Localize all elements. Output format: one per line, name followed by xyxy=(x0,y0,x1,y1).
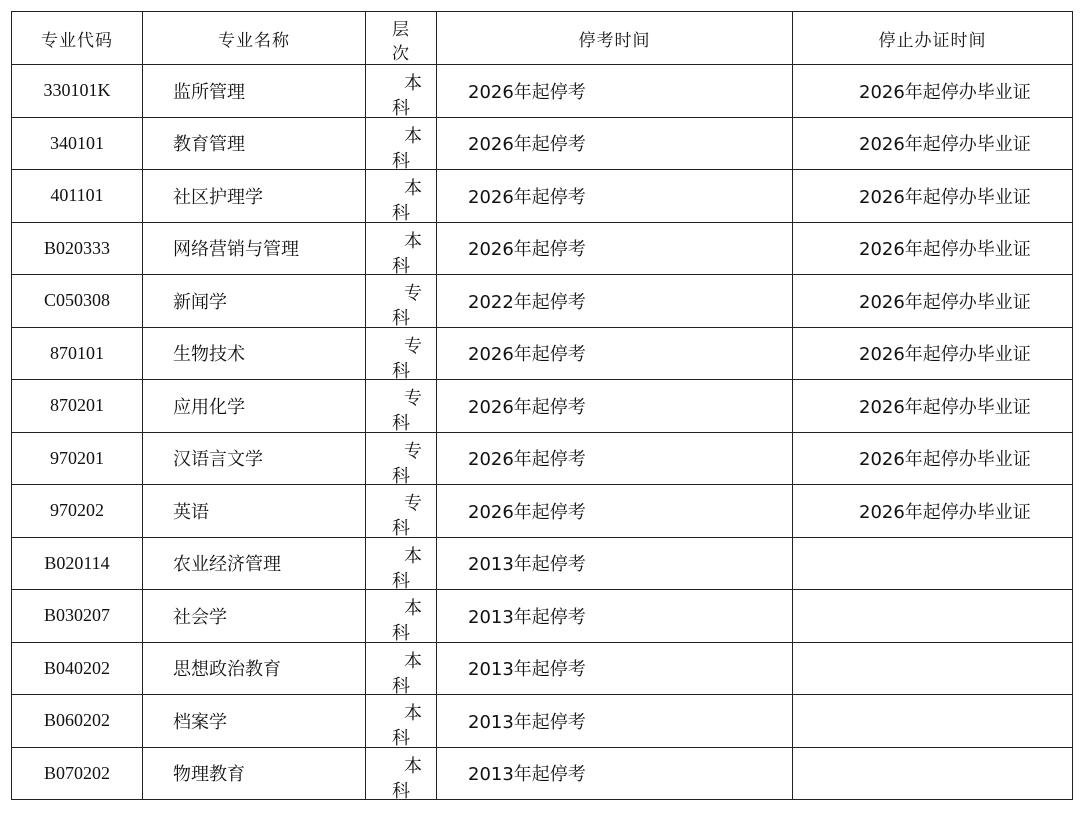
table-row xyxy=(12,642,1073,695)
cell-level xyxy=(366,222,437,275)
cell-name: 应用化学 xyxy=(143,380,366,433)
cell-level-line2: 科 xyxy=(392,308,410,329)
cell-level-line2: 科 xyxy=(392,203,410,224)
cell-level xyxy=(366,485,437,538)
table-row xyxy=(12,747,1073,800)
cell-level-line1: 本 xyxy=(404,178,422,199)
cell-stop-cert: 2026年起停办毕业证 xyxy=(793,65,1073,118)
cell-code: B030207 xyxy=(12,590,143,643)
cell-level-line2: 科 xyxy=(392,675,410,697)
cell-stop-exam: 2013年起停考 xyxy=(437,537,793,590)
cell-code: C050308 xyxy=(12,275,143,328)
cell-level-line2: 科 xyxy=(392,570,410,592)
cell-level-line1: 专 xyxy=(404,493,422,514)
cell-name: 教育管理 xyxy=(143,117,366,170)
cell-stop-exam: 2026年起停考 xyxy=(437,117,793,170)
cell-level xyxy=(366,590,437,643)
table-row xyxy=(12,432,1073,485)
cell-stop-cert xyxy=(793,642,1073,695)
cell-stop-cert: 2026年起停办毕业证 xyxy=(793,432,1073,485)
cell-code: 970202 xyxy=(12,485,143,538)
cell-level-line1: 专 xyxy=(404,335,422,357)
cell-level-line1: 本 xyxy=(404,545,422,567)
cell-code: 401101 xyxy=(12,170,143,223)
cell-stop-exam: 2022年起停考 xyxy=(437,275,793,328)
cell-stop-cert: 2026年起停办毕业证 xyxy=(793,275,1073,328)
cell-code: 330101K xyxy=(12,65,143,118)
cell-code: 970201 xyxy=(12,432,143,485)
cell-level-line1: 本 xyxy=(404,598,422,619)
cell-stop-exam: 2013年起停考 xyxy=(437,695,793,748)
cell-stop-exam: 2013年起停考 xyxy=(437,590,793,643)
cell-code: 870201 xyxy=(12,380,143,433)
cell-level xyxy=(366,327,437,380)
cell-level-line1: 本 xyxy=(404,73,422,94)
table-row xyxy=(12,65,1073,118)
cell-name: 农业经济管理 xyxy=(143,537,366,590)
cell-level-line2: 科 xyxy=(392,518,410,539)
cell-level-line2: 科 xyxy=(392,150,410,172)
table-row xyxy=(12,380,1073,433)
cell-level-line2: 科 xyxy=(392,360,410,382)
cell-level-line2: 科 xyxy=(392,98,410,119)
cell-level-line1: 专 xyxy=(404,440,422,462)
cell-level-line2: 科 xyxy=(392,413,410,434)
table-row xyxy=(12,117,1073,170)
cell-stop-cert: 2026年起停办毕业证 xyxy=(793,485,1073,538)
cell-code: B040202 xyxy=(12,642,143,695)
cell-name: 监所管理 xyxy=(143,65,366,118)
cell-level-line1: 本 xyxy=(404,650,422,672)
cell-stop-exam: 2026年起停考 xyxy=(437,327,793,380)
table-row xyxy=(12,170,1073,223)
table-row xyxy=(12,275,1073,328)
cell-stop-exam: 2013年起停考 xyxy=(437,642,793,695)
cell-code: 870101 xyxy=(12,327,143,380)
cell-stop-exam: 2026年起停考 xyxy=(437,65,793,118)
cell-level xyxy=(366,170,437,223)
cell-name: 新闻学 xyxy=(143,275,366,328)
cell-level xyxy=(366,432,437,485)
header-level xyxy=(366,12,437,65)
table-row xyxy=(12,327,1073,380)
header-stop-exam: 停考时间 xyxy=(437,12,793,65)
cell-level-line1: 本 xyxy=(404,125,422,147)
cell-stop-cert xyxy=(793,537,1073,590)
cell-code: B060202 xyxy=(12,695,143,748)
cell-stop-cert: 2026年起停办毕业证 xyxy=(793,222,1073,275)
cell-level-line2: 科 xyxy=(392,623,410,644)
cell-name: 网络营销与管理 xyxy=(143,222,366,275)
cell-name: 汉语言文学 xyxy=(143,432,366,485)
cell-name: 档案学 xyxy=(143,695,366,748)
cell-level-line2: 科 xyxy=(392,465,410,487)
cell-level-line1: 本 xyxy=(404,755,422,777)
cell-stop-exam: 2026年起停考 xyxy=(437,432,793,485)
cell-name: 思想政治教育 xyxy=(143,642,366,695)
table-row xyxy=(12,537,1073,590)
cell-name: 社区护理学 xyxy=(143,170,366,223)
cell-code: 340101 xyxy=(12,117,143,170)
cell-level xyxy=(366,537,437,590)
cell-stop-cert: 2026年起停办毕业证 xyxy=(793,170,1073,223)
cell-name: 物理教育 xyxy=(143,747,366,800)
header-code: 专业代码 xyxy=(12,12,143,65)
cell-level xyxy=(366,642,437,695)
header-stop-cert: 停止办证时间 xyxy=(793,12,1073,65)
header-name: 专业名称 xyxy=(143,12,366,65)
table-row xyxy=(12,222,1073,275)
cell-level-line2: 科 xyxy=(392,728,410,749)
cell-stop-cert: 2026年起停办毕业证 xyxy=(793,117,1073,170)
cell-name: 英语 xyxy=(143,485,366,538)
cell-level xyxy=(366,117,437,170)
cell-name: 生物技术 xyxy=(143,327,366,380)
cell-level-line1: 专 xyxy=(404,388,422,409)
cell-stop-cert xyxy=(793,747,1073,800)
cell-stop-exam: 2026年起停考 xyxy=(437,222,793,275)
cell-stop-exam: 2013年起停考 xyxy=(437,747,793,800)
cell-code: B020114 xyxy=(12,537,143,590)
discontinued-majors-table xyxy=(11,11,1073,800)
cell-level-line2: 科 xyxy=(392,780,410,802)
cell-level xyxy=(366,275,437,328)
table-row xyxy=(12,695,1073,748)
header-row xyxy=(12,12,1073,65)
cell-name: 社会学 xyxy=(143,590,366,643)
cell-level xyxy=(366,747,437,800)
cell-level xyxy=(366,695,437,748)
cell-stop-cert: 2026年起停办毕业证 xyxy=(793,327,1073,380)
cell-level-line2: 科 xyxy=(392,255,410,277)
cell-stop-cert xyxy=(793,695,1073,748)
cell-level-line1: 专 xyxy=(404,283,422,304)
table-row xyxy=(12,485,1073,538)
cell-code: B020333 xyxy=(12,222,143,275)
cell-stop-exam: 2026年起停考 xyxy=(437,170,793,223)
cell-stop-cert xyxy=(793,590,1073,643)
cell-stop-cert: 2026年起停办毕业证 xyxy=(793,380,1073,433)
cell-level xyxy=(366,380,437,433)
table-row xyxy=(12,590,1073,643)
cell-level xyxy=(366,65,437,118)
cell-code: B070202 xyxy=(12,747,143,800)
header-level-line2: 次 xyxy=(392,44,410,64)
cell-level-line1: 本 xyxy=(404,230,422,252)
cell-stop-exam: 2026年起停考 xyxy=(437,485,793,538)
cell-stop-exam: 2026年起停考 xyxy=(437,380,793,433)
cell-level-line1: 本 xyxy=(404,703,422,724)
header-level-line1: 层 xyxy=(392,20,410,40)
